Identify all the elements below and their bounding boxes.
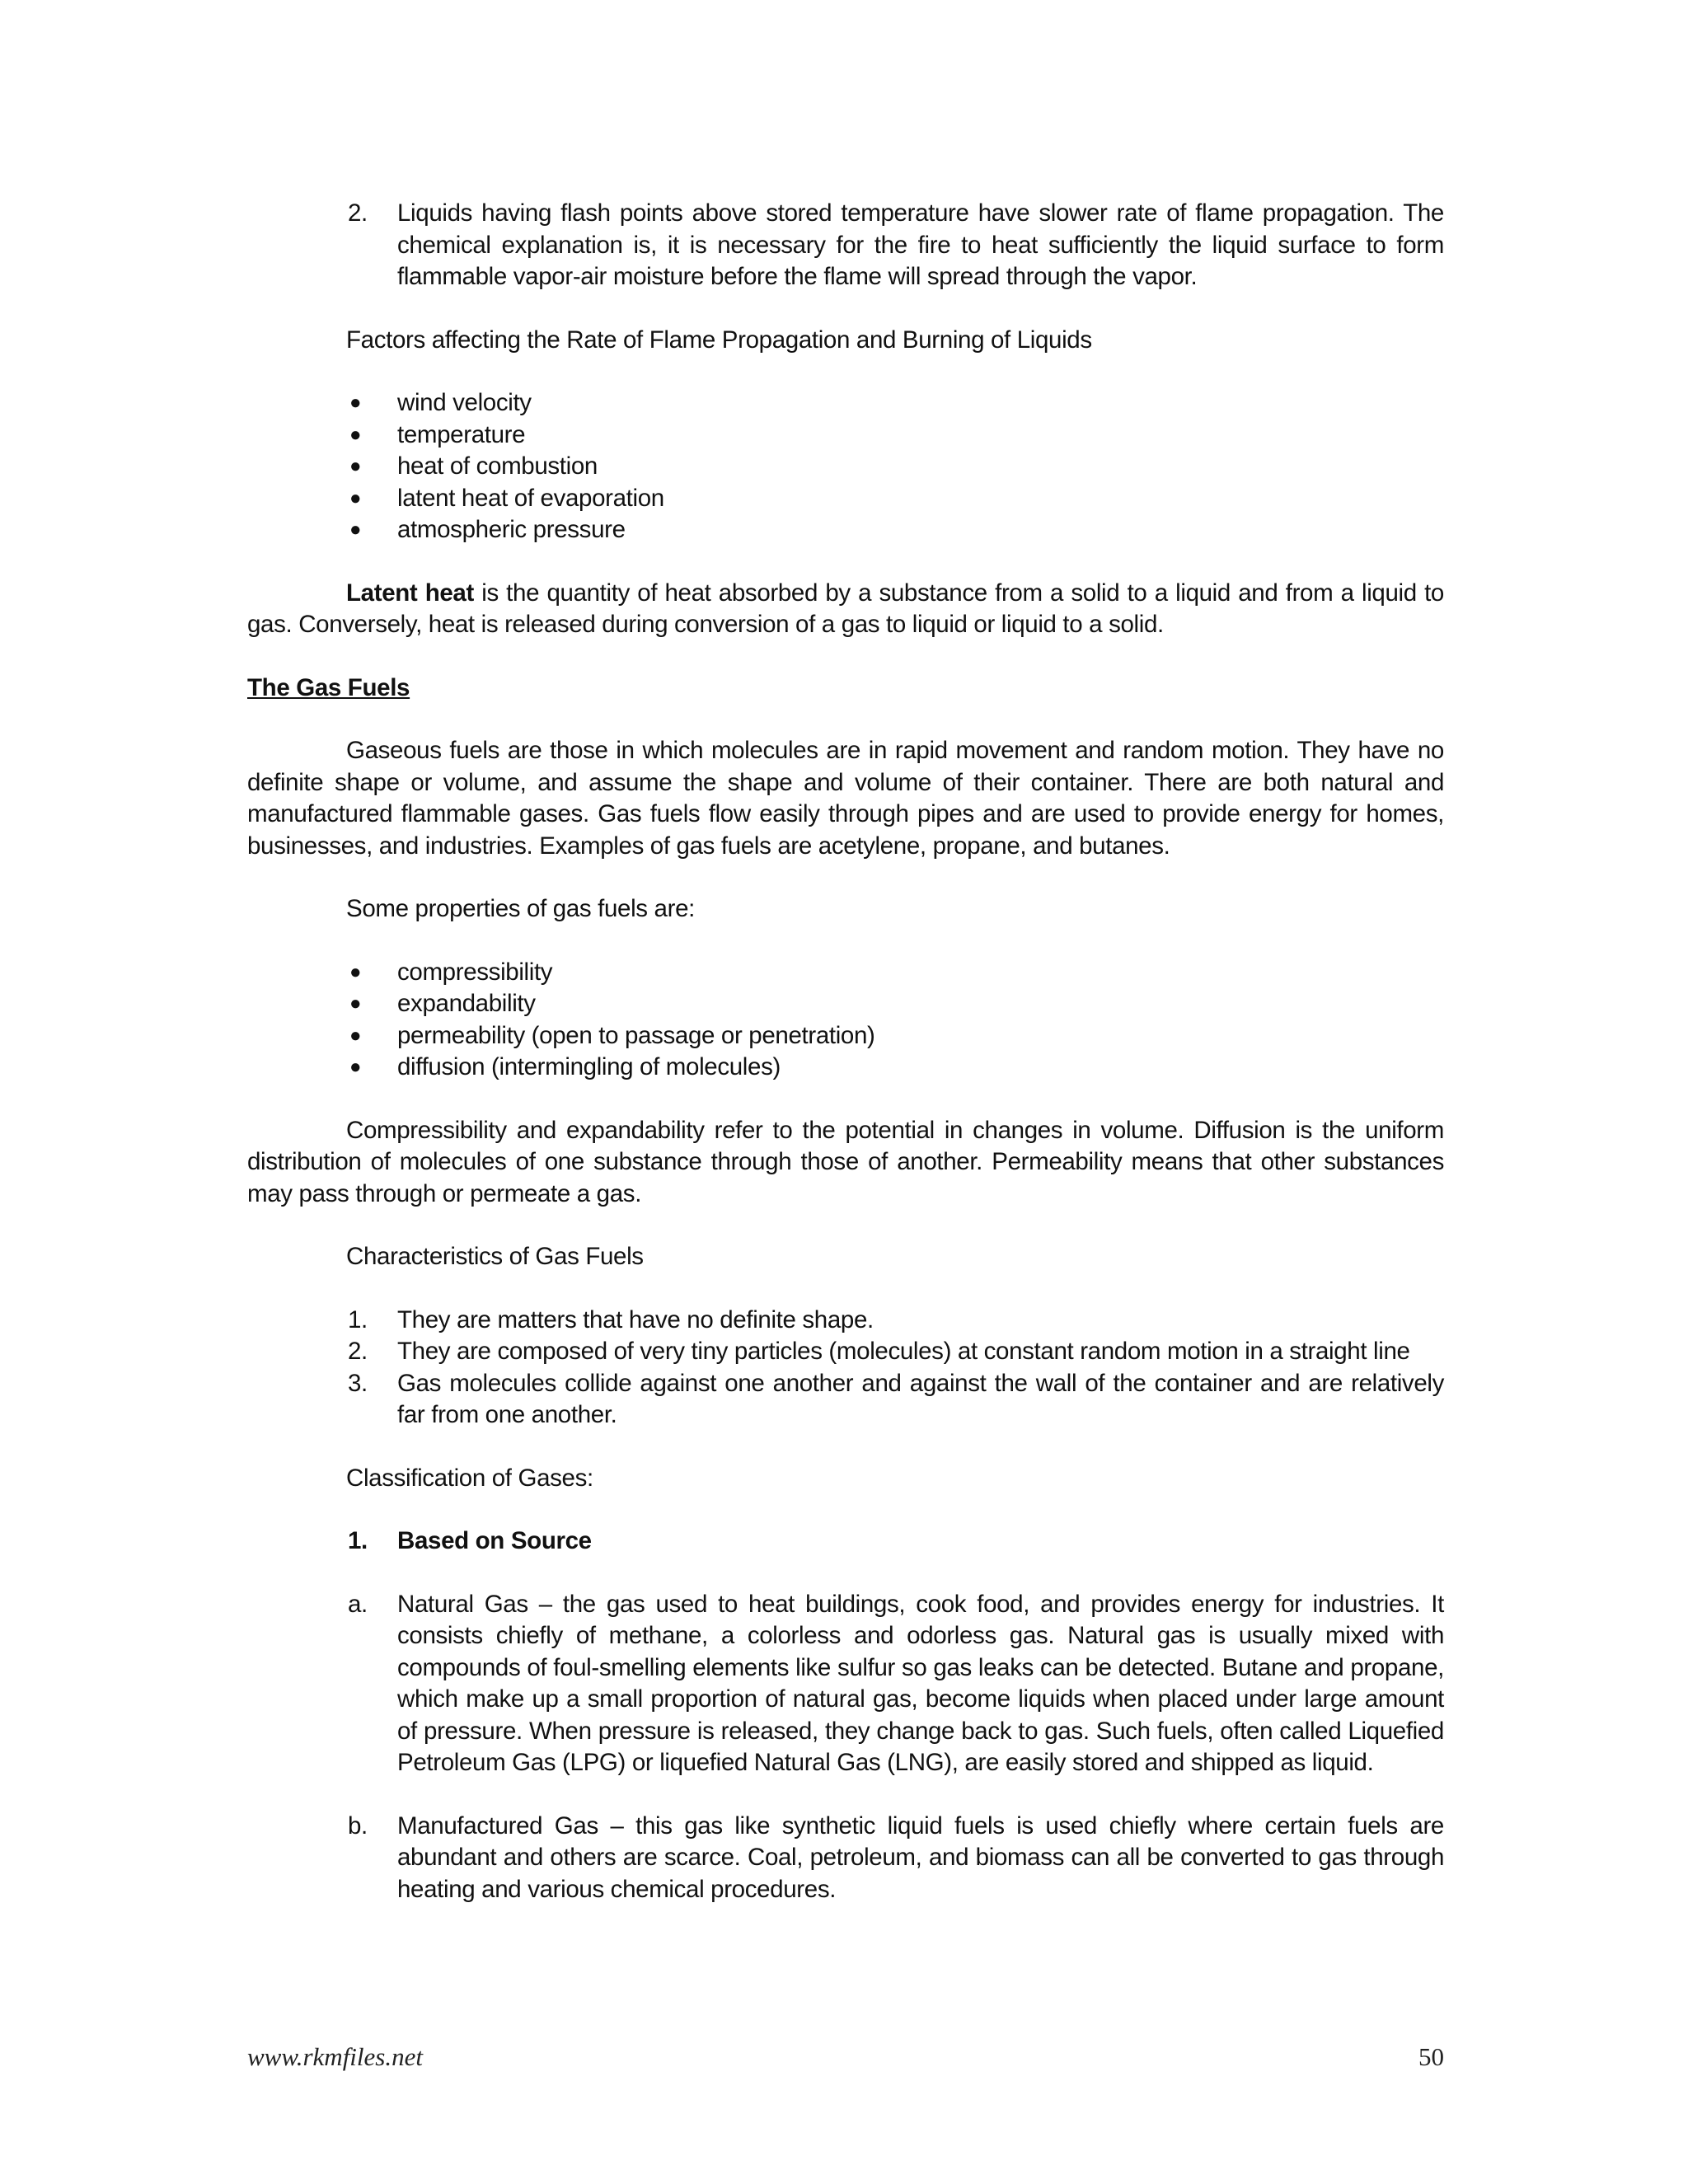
list-item xyxy=(247,1589,1444,1779)
list-text: wind velocity xyxy=(397,389,532,416)
latent-heat-paragraph xyxy=(247,578,1444,641)
factors-list xyxy=(247,387,1444,546)
list-number: 1. xyxy=(348,1527,368,1554)
intro-numbered-list xyxy=(247,198,1444,293)
list-item xyxy=(247,419,1444,452)
list-text: heat of combustion xyxy=(397,452,598,480)
list-text: They are matters that have no definite shape. xyxy=(397,1305,874,1333)
list-item xyxy=(247,483,1444,515)
properties-title: Some properties of gas fuels are: xyxy=(346,895,695,922)
characteristics-title: Characteristics of Gas Fuels xyxy=(346,1243,644,1270)
bullet-icon: ● xyxy=(349,1056,362,1078)
list-item xyxy=(247,451,1444,483)
list-letter: a. xyxy=(348,1590,368,1618)
classification-title: Classification of Gases: xyxy=(346,1464,593,1492)
document-page xyxy=(247,198,1444,1937)
list-text: temperature xyxy=(397,420,526,448)
list-item xyxy=(247,1336,1444,1368)
characteristics-list xyxy=(247,1305,1444,1432)
list-text: They are composed of very tiny particles (molecules) at constant random motion in a straight line xyxy=(397,1338,1410,1365)
list-text: atmospheric pressure xyxy=(397,516,626,543)
factors-title: Factors affecting the Rate of Flame Propagation and Burning of Liquids xyxy=(346,326,1092,354)
bullet-icon: ● xyxy=(349,455,362,477)
list-text: expandability xyxy=(397,990,536,1017)
list-item xyxy=(247,514,1444,546)
latent-heat-term: Latent heat xyxy=(346,579,474,607)
list-text: compressibility xyxy=(397,958,553,986)
list-text: Manufactured Gas – this gas like synthetic liquid fuels is used chiefly where certain fuels are abundant and others are scarce. Coal, petroleum, and biomass can all be converted to gas through heating and various chemical procedures. xyxy=(397,1811,1444,1903)
section-heading-gas-fuels: The Gas Fuels xyxy=(247,673,410,701)
source-list-a xyxy=(247,1589,1444,1779)
list-number: 2. xyxy=(348,199,368,227)
bullet-icon: ● xyxy=(349,518,362,541)
source-list-b xyxy=(247,1811,1444,1906)
list-item xyxy=(247,1368,1444,1432)
bullet-icon: ● xyxy=(349,1024,362,1047)
list-item xyxy=(247,1811,1444,1906)
list-text: latent heat of evaporation xyxy=(397,484,664,512)
list-item xyxy=(247,1052,1444,1084)
list-letter: b. xyxy=(348,1811,368,1840)
list-item xyxy=(247,198,1444,293)
compressibility-paragraph: Compressibility and expandability refer to the potential in changes in volume. Diffusion is the uniform distribution of molecules of one substance through those of another. Permeability means that other substances may pass through or permeate a gas. xyxy=(247,1116,1444,1207)
footer-website: www.rkmfiles.net xyxy=(247,2042,423,2071)
properties-list xyxy=(247,957,1444,1084)
list-text: diffusion (intermingling of molecules) xyxy=(397,1053,781,1080)
bullet-icon: ● xyxy=(349,992,362,1015)
heading-text: Based on Source xyxy=(397,1527,592,1554)
list-number: 2. xyxy=(348,1338,368,1365)
page-number: 50 xyxy=(1418,2042,1444,2071)
bullet-icon: ● xyxy=(349,486,362,509)
list-text: Gas molecules collide against one another and against the wall of the container and are relatively far from one another. xyxy=(397,1369,1444,1428)
based-on-source-heading xyxy=(247,1526,1444,1558)
list-item xyxy=(247,1020,1444,1052)
bullet-icon: ● xyxy=(349,960,362,983)
gas-fuels-paragraph: Gaseous fuels are those in which molecules are in rapid movement and random motion. They have no definite shape or volume, and assume the shape and volume of their container. There are both natural and manufactured flammable gases. Gas fuels flow easily through pipes and are used to provide energy for homes, businesses, and industries. Examples of gas fuels are acetylene, propane, and butanes. xyxy=(247,737,1444,860)
list-text: permeability (open to passage or penetration) xyxy=(397,1021,875,1049)
latent-heat-text: is the quantity of heat absorbed by a substance from a solid to a liquid and from a liquid to gas. Conversely, heat is released during conversion of a gas to liquid or liquid to a solid. xyxy=(247,579,1444,638)
list-text: Liquids having flash points above stored temperature have slower rate of flame propagation. The chemical explanation is, it is necessary for the fire to heat sufficiently the liquid surface to form flammable vapor-air moisture before the flame will spread through the vapor. xyxy=(397,199,1444,290)
list-text: Natural Gas – the gas used to heat buildings, cook food, and provides energy for industries. It consists chiefly of methane, a colorless and odorless gas. Natural gas is usually mixed with compounds of foul-smelling elements like sulfur so gas leaks can be detected. Butane and propane, which make up a small proportion of natural gas, become liquids when placed under large amount of pressure. When pressure is released, they change back to gas. Such fuels, often called Liquefied Petroleum Gas (LPG) or liquefied Natural Gas (LNG), are easily stored and shipped as liquid. xyxy=(397,1590,1444,1776)
bullet-icon: ● xyxy=(349,423,362,446)
list-item xyxy=(247,988,1444,1020)
list-number: 3. xyxy=(348,1369,368,1397)
list-item xyxy=(247,387,1444,419)
bullet-icon: ● xyxy=(349,391,362,414)
list-item xyxy=(247,1305,1444,1337)
list-item xyxy=(247,957,1444,989)
list-number: 1. xyxy=(348,1305,368,1333)
